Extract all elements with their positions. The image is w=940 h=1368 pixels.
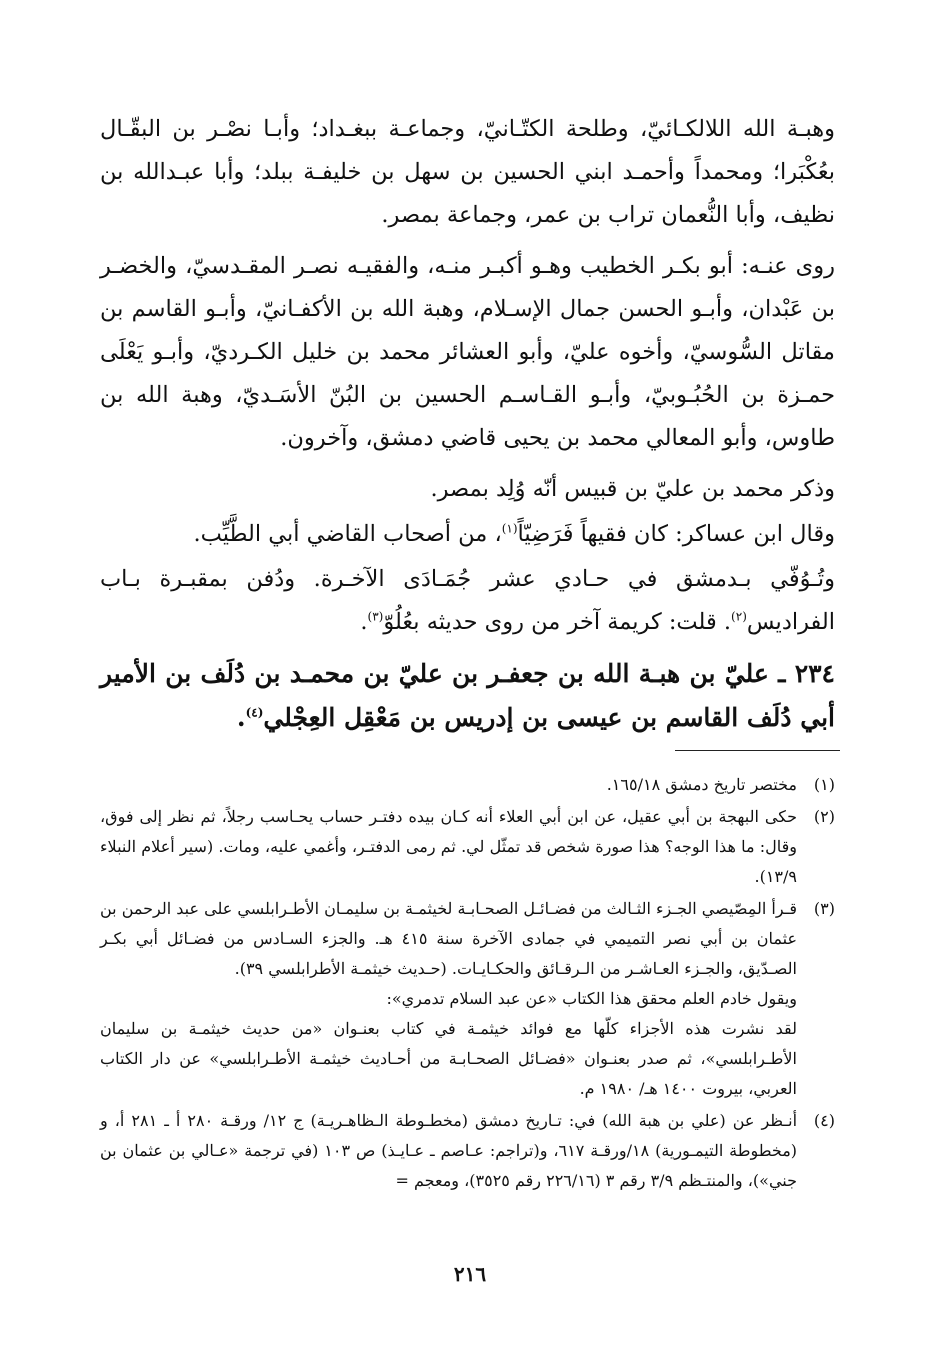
- death-end: .: [360, 609, 368, 635]
- footnote-number: (٣): [813, 899, 835, 918]
- footnote-line: ويقول خادم العلم محقق هذا الكتاب «عن عبد السلام تدمري»:: [386, 989, 797, 1008]
- footnote-line: أنـظر عن (علي بن هبة الله) في: تـاريخ دمشق (مخطـوطة الـظاهـريـة) ج ١٢/ ورقـة ٢٨٠ أ ـ ٢٨١ أ، و (مخطوطة التيمـورية) ١٨/ورقـة ٦١٧، و(تراجم: عـاصم ـ عـايـذ) ص ١٠٣ (في ترجمة «عـالي بن عثمان بن جني»)، والمنتـظم ٣/٩ رقم ٣ (٢٢٦/١٦ رقم ٣٥٢٥)، ومعجم =: [100, 1111, 798, 1190]
- ibn-asakir-text: وقال ابن عساكر: كان فقيهاً فَرَضِيّاً: [517, 521, 835, 547]
- footnote-line: حكى البهجة بن أبي عقيل، عن ابن أبي العلاء أنه كـان بيده دفتـر حساب يحـاسب رجلاً، ثم نظر إلى فوق، وقال: ما هذا الوجه؟ هذا صورة شخص قد تمثّل لي. ثم رمى الدفتـر، وأغمي عليه، ومات. (سير أعلام النبلاء ١٣/٩).: [100, 807, 798, 886]
- paragraph-birth: وذكر محمد بن عليّ بن قبيس أنّه وُلِد بمصر.: [430, 476, 835, 502]
- footnote-number: (٤): [813, 1111, 835, 1130]
- footnote-body: [100, 770, 797, 800]
- paragraph-death: [100, 558, 835, 644]
- footnote-body: [100, 894, 797, 1104]
- footnote-body: [100, 802, 797, 892]
- death-mid: . قلت: كريمة آخر من روى حديثه بعُلُوّ: [383, 609, 732, 635]
- paragraph-teachers: وهبـة الله اللالكـائيّ، وطلحة الكتّـانيّ، وجماعـة ببغـداد؛ وأبـا نصْـر بن البقّـال بعُكْبَرا؛ ومحمداً وأحمـد ابني الحسين بن سهل بن خليفـة ببلد؛ وأبا عبـدالله بن نظيف، وأبا النُّعمان تراب بن عمر، وجماعة بمصر.: [100, 116, 835, 228]
- ibn-asakir-tail: ، من أصحاب القاضي أبي الطَّيِّب.: [193, 521, 502, 547]
- footnote-3: [100, 894, 835, 1104]
- footnotes: [100, 770, 835, 1198]
- footnote-separator: [675, 750, 840, 751]
- footnote-number: (٢): [813, 807, 835, 826]
- paragraph-ibn-asakir: [100, 513, 835, 556]
- main-text: [100, 108, 835, 740]
- entry-heading-end: .: [236, 703, 246, 732]
- entry-heading: [100, 652, 835, 740]
- footnote-ref-3[interactable]: (٣): [367, 609, 384, 624]
- death-text: وتُـوُفّي بـدمشق في حـادي عشر جُمَـادَى الآخـرة. ودُفن بمقبـرة بـاب الفراديس: [100, 566, 835, 635]
- footnote-ref-2[interactable]: (٢): [731, 609, 747, 624]
- page-number: ٢١٦: [453, 1262, 487, 1286]
- footnote-2: [100, 802, 835, 892]
- footnote-ref-4[interactable]: (٤): [245, 705, 264, 720]
- footnote-1: [100, 770, 835, 800]
- footnote-ref-1[interactable]: (١): [501, 521, 518, 536]
- footnote-line: لقد نشرت هذه الأجزاء كلّها مع فوائد خيثمـة في كتاب بعنـوان «من حديث خيثمـة بن سليمان الأطـرابلسي»، ثم صدر بعنـوان «فضـائل الصحـابـة من أحـاديث خيثمـة الأطـرابلسي» عن دار الكتاب العربي، بيروت ١٤٠٠ هـ/ ١٩٨٠ م.: [100, 1019, 797, 1098]
- footnote-line: مختصر تاريخ دمشق ١٦٥/١٨.: [606, 775, 797, 794]
- paragraph-students: روى عنـه: أبو بكـر الخطيب وهـو أكبـر منـه، والفقيـه نصـر المقـدسيّ، والخضـر بن عَبْدان، وأبـو الحسن جمال الإسـلام، وهبة الله بن الأكفـانيّ، وأبـو القاسم بن مقاتل السُّوسيّ، وأخوه عليّ، وأبو العشائر محمد بن خليل الكـرديّ، وأبـو يَعْلَى حمـزة بن الحُبُـوبيّ، وأبـو القـاسـم الحسين بن البُنّ الأسَـديّ، وهبة الله بن طاوس، وأبو المعالي محمد بن يحيى قاضي دمشق، وآخرون.: [100, 253, 835, 451]
- footnote-4: [100, 1106, 835, 1196]
- footnote-number: (١): [813, 775, 835, 794]
- footnote-body: [100, 1106, 797, 1196]
- entry-heading-text: ٢٣٤ ـ عليّ بن هبـة الله بن جعفـر بن عليّ بن محمـد بن دُلَف بن الأمير أبي دُلَف القاسم بن عيسى بن إدريس بن مَعْقِل العِجْلي: [100, 659, 835, 732]
- footnote-line: قـرأ المِصّيصي الجـزء الثـالث من فضـائـل الصحـابـة لخيثمـة بن سليمـان الأطـرابلسي على عبد الرحمن بن عثمان بن أبي نصر التميمي في جمادى الآخرة سنة ٤١٥ هـ. والجزء السـادس من فضـائل أبي بكـر الصـدّيق، والجـزء العـاشـر من الـرقـائق والحكـايـات. (حـديث خيثمـة الأطرابلسي ٣٩).: [100, 899, 797, 978]
